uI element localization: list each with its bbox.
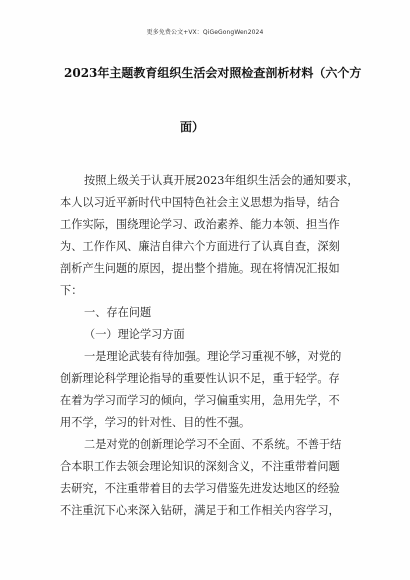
text-line: 在着为学习而学习的倾向，学习偏重实用，急用先学，不 xyxy=(60,394,340,407)
text-line: 用不学，学习的针对性、目的性不强。 xyxy=(60,416,251,429)
text-line: 一是理论武装有待加强。理论学习重视不够，对党的 xyxy=(84,350,342,363)
text-line: 不注重沉下心来深入钻研，满足于和工作相关内容学习， xyxy=(60,504,340,517)
header-note: 更多免费公文+VX：QiGeGongWen2024 xyxy=(146,29,264,36)
text-line: 一、存在问题 xyxy=(84,306,152,319)
text-line: 合本职工作去领会理论知识的深刻含义，不注重带着问题 xyxy=(60,460,340,473)
paragraph-intro xyxy=(60,170,360,302)
paragraph-point-two xyxy=(60,434,360,522)
text-line: 去研究，不注重带着目的去学习借鉴先进发达地区的经验 xyxy=(60,482,340,495)
text-line: 剖析产生问题的原因，提出整个措施。现在将情况汇报如 xyxy=(60,262,340,275)
document-title-line-1: 2023年主题教育组织生活会对照检查剖析材料（六个方 xyxy=(64,66,362,80)
section-heading xyxy=(60,302,360,324)
text-line: （一）理论学习方面 xyxy=(84,328,185,341)
paragraph-point-one xyxy=(60,346,360,434)
text-line: 创新理论科学理论指导的重要性认识不足，重于轻学。存 xyxy=(60,372,340,385)
text-line: 本人以习近平新时代中国特色社会主义思想为指导，结合 xyxy=(60,196,340,209)
document-body xyxy=(60,170,360,522)
text-line: 为、工作作风、廉洁自律六个方面进行了认真自查，深刻 xyxy=(60,240,340,253)
subsection-heading xyxy=(60,324,360,346)
text-line: 下： xyxy=(60,284,83,297)
text-line: 二是对党的创新理论学习不全面、不系统。不善于结 xyxy=(84,438,342,451)
document-title-line-2: 面） xyxy=(180,120,205,134)
text-line: 按照上级关于认真开展2023年组织生活会的通知要求， xyxy=(84,174,359,187)
text-line: 工作实际，围绕理论学习、政治素养、能力本领、担当作 xyxy=(60,218,340,231)
